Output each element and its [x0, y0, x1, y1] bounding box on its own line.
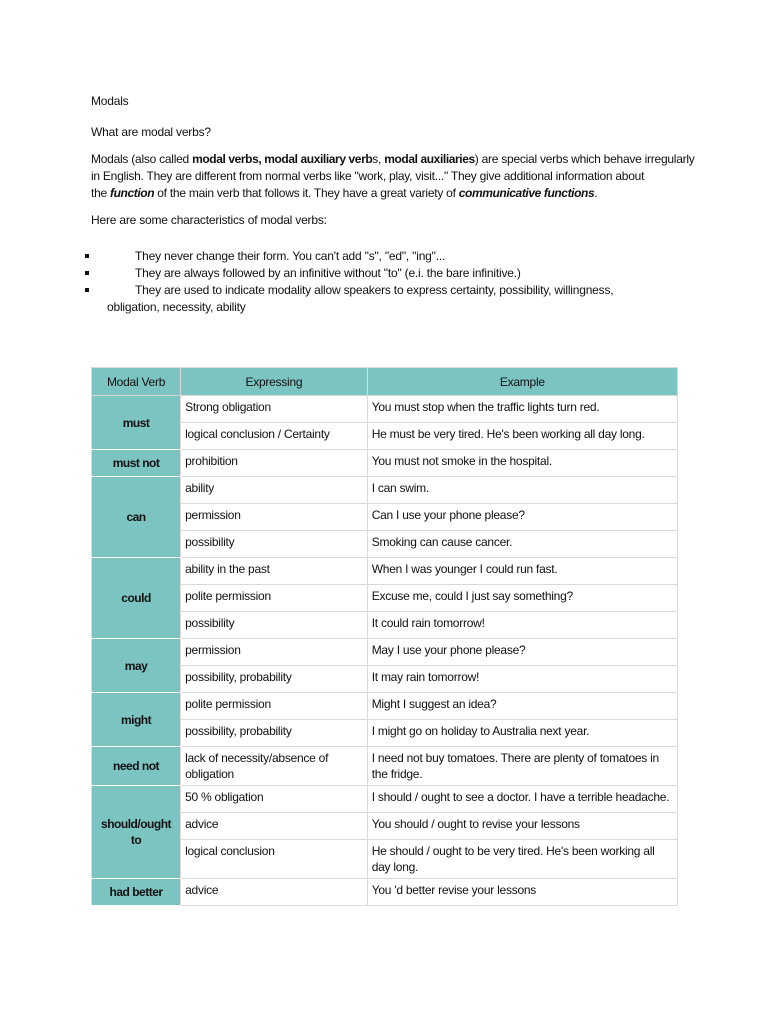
intro-text: .: [594, 186, 598, 200]
example-cell: When I was younger I could run fast.: [367, 558, 677, 585]
modal-cell: must: [92, 396, 181, 450]
table-header-row: [92, 368, 678, 396]
example-cell: Excuse me, could I just say something?: [367, 585, 677, 612]
modal-cell: need not: [92, 747, 181, 786]
expressing-cell: possibility: [181, 531, 368, 558]
header-expressing: Expressing: [181, 368, 368, 396]
list-item: [0, 248, 768, 265]
intro-text: Modals (also called: [91, 152, 193, 166]
modal-cell: must not: [92, 450, 181, 477]
expressing-cell: advice: [181, 813, 368, 840]
expressing-cell: Strong obligation: [181, 396, 368, 423]
example-cell: I should / ought to see a doctor. I have a terrible headache.: [367, 786, 677, 813]
expressing-cell: prohibition: [181, 450, 368, 477]
list-item-text: They are used to indicate modality allow speakers to express certainty, possibility, willingness,: [135, 283, 614, 297]
expressing-cell: possibility, probability: [181, 720, 368, 747]
modal-cell: had better: [92, 879, 181, 906]
intro-line-1: [91, 151, 695, 168]
expressing-cell: polite permission: [181, 693, 368, 720]
table-row: [92, 786, 678, 813]
highlight-modal-verbs: modal verbs, modal auxiliary verb: [192, 152, 373, 166]
intro-text: of the main verb that follows it. They have a great variety of: [154, 186, 459, 200]
example-cell: Might I suggest an idea?: [367, 693, 677, 720]
expressing-cell: polite permission: [181, 585, 368, 612]
square-bullet-icon: [85, 288, 89, 292]
intro-text: s,: [372, 152, 385, 166]
highlight-communicative-functions: communicative functions: [458, 186, 595, 200]
document-title: Modals: [91, 94, 129, 108]
intro-text: the: [91, 186, 111, 200]
modal-cell: might: [92, 693, 181, 747]
header-example: Example: [367, 368, 677, 396]
list-item: [0, 265, 768, 282]
square-bullet-icon: [85, 271, 89, 275]
example-cell: It could rain tomorrow!: [367, 612, 677, 639]
expressing-cell: logical conclusion: [181, 840, 368, 879]
expressing-cell: permission: [181, 639, 368, 666]
intro-paragraph: [91, 151, 695, 202]
modal-cell: can: [92, 477, 181, 558]
expressing-cell: lack of necessity/absence of obligation: [181, 747, 368, 786]
list-item: [0, 282, 768, 299]
expressing-cell: logical conclusion / Certainty: [181, 423, 368, 450]
table-row: [92, 693, 678, 720]
expressing-cell: permission: [181, 504, 368, 531]
square-bullet-icon: [85, 254, 89, 258]
table-row: [92, 747, 678, 786]
section-question: What are modal verbs?: [91, 125, 211, 139]
characteristics-lead: Here are some characteristics of modal verbs:: [91, 213, 327, 227]
table-row: [92, 639, 678, 666]
example-cell: You must not smoke in the hospital.: [367, 450, 677, 477]
expressing-cell: ability: [181, 477, 368, 504]
modal-verbs-table: [91, 367, 678, 906]
modal-cell: may: [92, 639, 181, 693]
highlight-modal-auxiliaries: modal auxiliaries: [384, 152, 475, 166]
example-cell: He should / ought to be very tired. He's been working all day long.: [367, 840, 677, 879]
table-row: [92, 879, 678, 906]
list-item-text: They are always followed by an infinitive without "to" (e.i. the bare infinitive.): [135, 266, 521, 280]
highlight-function: function: [110, 186, 155, 200]
example-cell: It may rain tomorrow!: [367, 666, 677, 693]
table-row: [92, 450, 678, 477]
example-cell: I need not buy tomatoes. There are plenty of tomatoes in the fridge.: [367, 747, 677, 786]
example-cell: May I use your phone please?: [367, 639, 677, 666]
example-cell: Smoking can cause cancer.: [367, 531, 677, 558]
example-cell: He must be very tired. He's been working all day long.: [367, 423, 677, 450]
example-cell: I might go on holiday to Australia next year.: [367, 720, 677, 747]
intro-line-3: [91, 185, 691, 202]
intro-line-2: in English. They are different from normal verbs like "work, play, visit..." They give additional information about: [91, 169, 645, 183]
expressing-cell: possibility, probability: [181, 666, 368, 693]
intro-text: ) are special verbs which behave irregularly: [474, 152, 695, 166]
expressing-cell: advice: [181, 879, 368, 906]
example-cell: You should / ought to revise your lessons: [367, 813, 677, 840]
header-modal-verb: Modal Verb: [92, 368, 181, 396]
example-cell: Can I use your phone please?: [367, 504, 677, 531]
example-cell: I can swim.: [367, 477, 677, 504]
table-row: [92, 477, 678, 504]
expressing-cell: 50 % obligation: [181, 786, 368, 813]
table-row: [92, 558, 678, 585]
expressing-cell: ability in the past: [181, 558, 368, 585]
example-cell: You 'd better revise your lessons: [367, 879, 677, 906]
table-row: [92, 396, 678, 423]
list-item-continuation: [0, 299, 768, 316]
expressing-cell: possibility: [181, 612, 368, 639]
list-item-text: obligation, necessity, ability: [107, 300, 246, 314]
modal-cell: could: [92, 558, 181, 639]
example-cell: You must stop when the traffic lights turn red.: [367, 396, 677, 423]
characteristics-list: [0, 248, 768, 316]
modal-cell: should/ought to: [92, 786, 181, 879]
list-item-text: They never change their form. You can't add "s", "ed", "ing"...: [135, 249, 446, 263]
